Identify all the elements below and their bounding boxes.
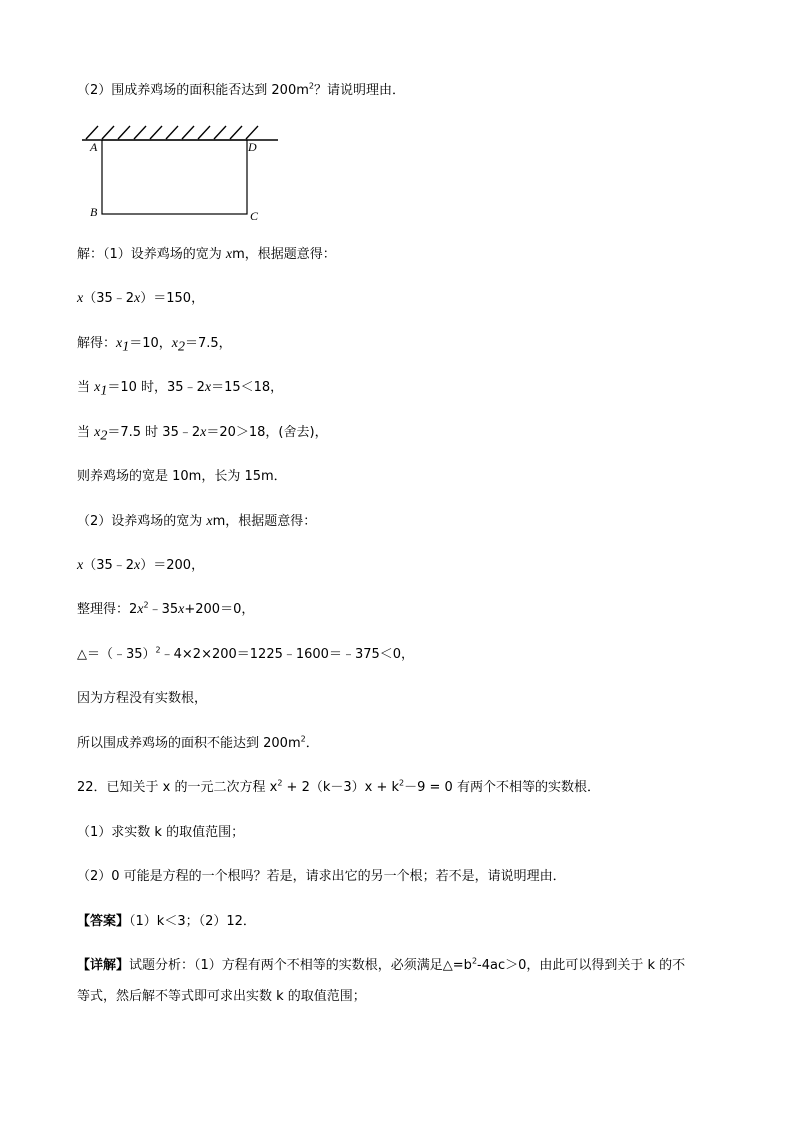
variable-x: x [77, 291, 84, 306]
subscript: 2 [100, 428, 108, 444]
vertex-d-label: D [248, 140, 257, 154]
q2-prompt-tail: ？请说明理由． [313, 83, 405, 98]
superscript: 2 [155, 645, 161, 655]
superscript: 2 [399, 778, 405, 788]
no-real-roots: 因为方程没有实数根， [77, 691, 208, 706]
vertex-c-label: C [250, 209, 259, 223]
variable-x: x [134, 558, 141, 573]
variable-x: x [171, 336, 178, 351]
vertex-a-label: A [90, 140, 98, 154]
superscript: 2 [471, 956, 478, 966]
equation-2-simplified [77, 601, 254, 619]
q2-prompt [77, 82, 405, 100]
rectangle-wall-diagram [82, 120, 282, 230]
superscript: 2 [300, 734, 306, 744]
answer-label: 【答案】 [77, 914, 130, 929]
vertex-b-label: B [90, 205, 98, 219]
text: m，根据题意得： [232, 247, 336, 262]
text: m，根据题意得： [212, 514, 317, 529]
equation-2 [77, 557, 204, 575]
subscript: 1 [122, 339, 130, 355]
text: 22．已知关于 x 的一元二次方程 x [77, 780, 278, 795]
question-22-part-1: （1）求实数 k 的取值范围； [77, 825, 245, 840]
answer [77, 913, 256, 931]
discriminant [77, 646, 414, 664]
text: ＝15＜18， [211, 380, 284, 395]
question-22 [77, 779, 600, 797]
text: ﹣4×2×200＝1225﹣1600＝﹣375＜0， [160, 647, 415, 662]
text: -4ac＞0，由此可以得到关于 k 的不 [477, 958, 686, 973]
variable-x: x [137, 602, 144, 617]
variable-x: x [134, 291, 141, 306]
text: +200＝0， [184, 602, 255, 617]
text: ）＝150， [140, 291, 205, 306]
solution-1-roots [77, 335, 232, 353]
case-2 [77, 424, 328, 442]
text: ﹣35 [148, 602, 179, 617]
text: 所以围成养鸡场的面积不能达到 200m [77, 736, 301, 751]
text: ＝7.5， [185, 336, 232, 351]
equation-1 [77, 290, 204, 308]
text: （35﹣2 [83, 558, 135, 573]
detail-label: 【详解】 [77, 958, 130, 973]
variable-x: x [178, 602, 185, 617]
text: （2）设养鸡场的宽为 [77, 514, 207, 529]
solution-2-conclusion [77, 735, 319, 753]
text: ＝7.5 时 35﹣2 [107, 425, 201, 440]
solution-1-conclusion: 则养鸡场的宽是 10m，长为 15m． [77, 469, 287, 484]
case-1 [77, 379, 283, 397]
detail-line-1 [77, 957, 685, 975]
superscript: 2 [308, 81, 314, 91]
detail-line-2: 等式，然后解不等式即可求出实数 k 的取值范围； [77, 989, 366, 1004]
variable-x: x [77, 558, 84, 573]
text: 解得： [77, 336, 117, 351]
text: ＝10 时，35﹣2 [107, 380, 205, 395]
coop-rectangle [102, 140, 247, 214]
text: △＝（﹣35） [77, 647, 156, 662]
text: 整理得：2 [77, 602, 138, 617]
answer-text: （1）k＜3；（2）12． [129, 914, 256, 929]
text: －9 = 0 有两个不相等的实数根． [404, 780, 600, 795]
text: ）＝200， [140, 558, 205, 573]
variable-x: x [225, 247, 233, 262]
superscript: 2 [277, 778, 283, 788]
variable-x: x [94, 380, 101, 395]
question-22-part-2: （2）0 可能是方程的一个根吗？若是，请求出它的另一个根；若不是，请说明理由． [77, 869, 566, 884]
text: 解：（1）设养鸡场的宽为 [77, 247, 226, 262]
solution-1-intro [77, 246, 336, 264]
q2-prompt-text: （2）围成养鸡场的面积能否达到 200m [77, 83, 309, 98]
subscript: 1 [100, 383, 108, 399]
text: ． [305, 736, 319, 751]
text: + 2（k－3）x + k [282, 780, 400, 795]
text: ＝10， [129, 336, 172, 351]
text: 试题分析：（1）方程有两个不相等的实数根，必须满足△=b [129, 958, 472, 973]
solution-2-intro [77, 513, 316, 531]
text: 当 [77, 425, 95, 440]
variable-x: x [116, 336, 123, 351]
superscript: 2 [143, 600, 149, 610]
wall-hatching [82, 126, 278, 140]
variable-x: x [204, 380, 212, 395]
text: 当 [77, 380, 95, 395]
variable-x: x [206, 514, 213, 529]
variable-x: x [200, 425, 207, 440]
text: （35﹣2 [83, 291, 135, 306]
subscript: 2 [178, 339, 185, 355]
variable-x: x [94, 425, 101, 440]
text: ＝20＞18，(舍去)， [206, 425, 328, 440]
